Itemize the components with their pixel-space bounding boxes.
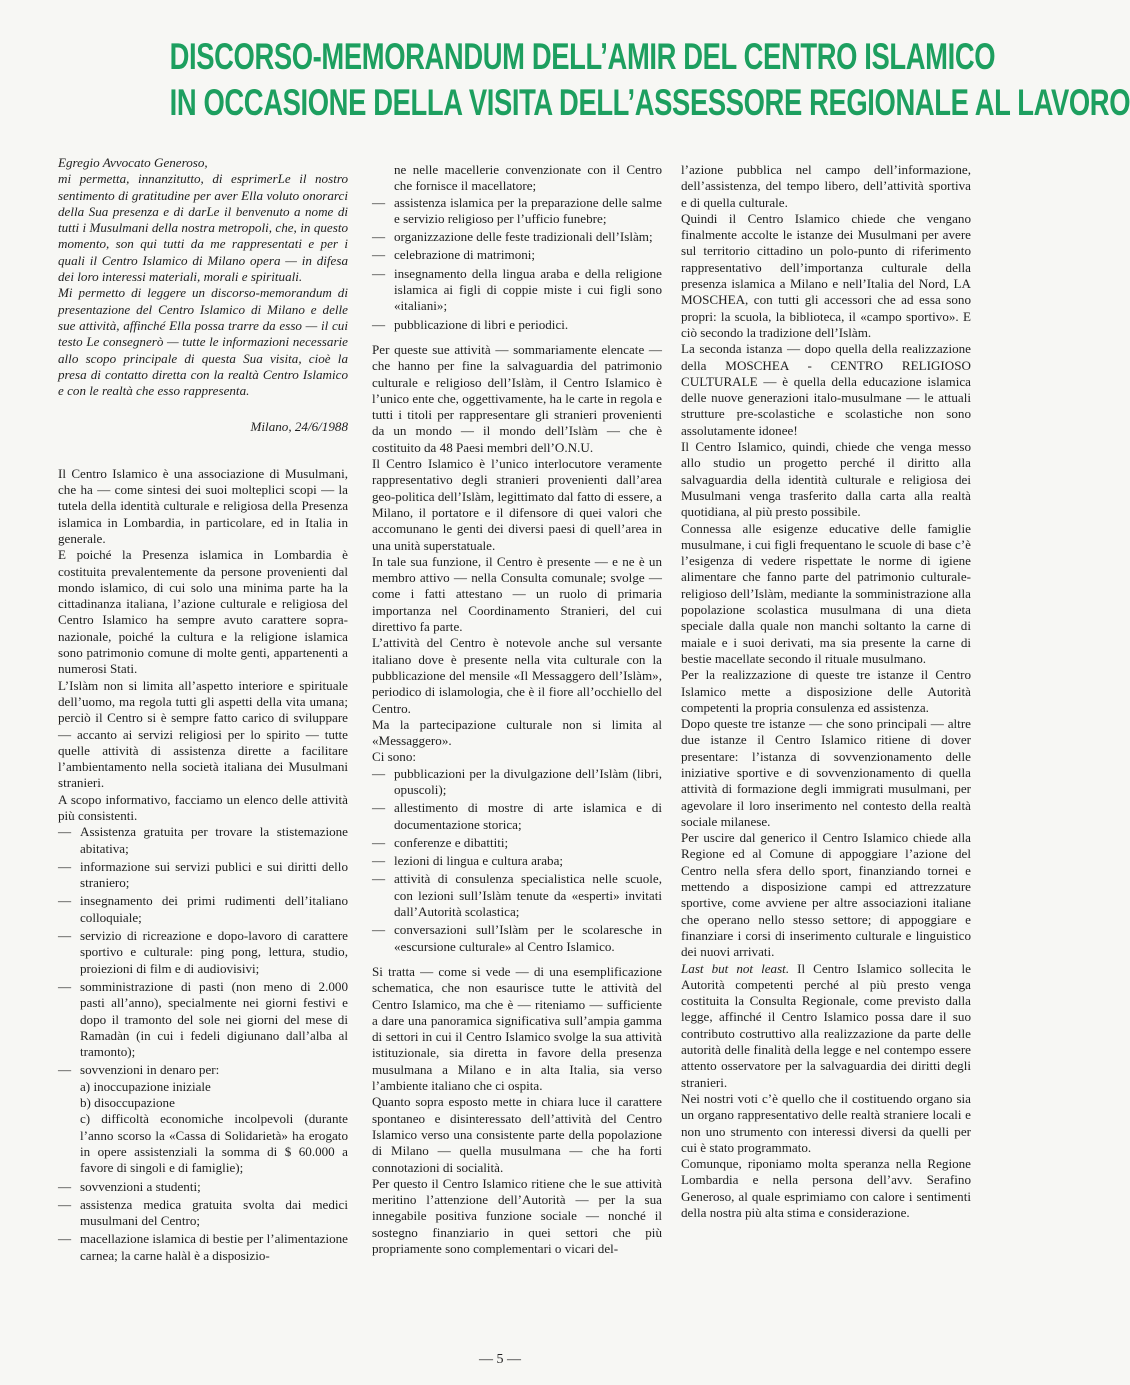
list-item: — pubblicazione di libri e periodici. xyxy=(372,317,662,333)
paragraph-lead: Last but not least. xyxy=(681,960,790,976)
paragraph: L’Islàm non si limita all’aspetto interiore e spirituale dell’uomo, ma regola tutti gli aspetti della vita umana; perciò il Centro si è sempre fatto carico di sviluppare — accanto ai servizi religiosi per lo spirito — tutte quelle attività di assistenza dirette a facilitare l’ambientamento nella società italiana dei Musulmani stranieri. xyxy=(58,677,348,791)
list-item: — lezioni di lingua e cultura araba; xyxy=(372,853,662,869)
list-item: — allestimento di mostre di arte islamica e di documentazione storica; xyxy=(372,800,662,833)
list-item: — insegnamento dei primi rudimenti dell’italiano colloquiale; xyxy=(58,893,348,926)
list-item: — attività di consulenza specialistica nelle scuole, con lezioni sull’Islàm tenute da «esperti» invitati dall’Autorità scolastica; xyxy=(372,871,662,920)
list-item: — conferenze e dibattiti; xyxy=(372,835,662,851)
paragraph: Per queste sue attività — sommariamente elencate — che hanno per fine la salvaguardia del patrimonio culturale e religioso dell’Islàm, il Centro Islamico è l’unico ente che, oggettivamente, ha le carte in regola e tutti i titoli per rappresentare gli stranieri provenienti da un mondo — il mondo dell’Islàm — che è costituito da 48 Paesi membri dell’O.N.U. xyxy=(372,341,662,455)
intro-paragraph: Mi permetto di leggere un discorso-memorandum di presentazione del Centro Islamico di Milano e delle sue attività, affinché Ella possa trarre da esso — il cui testo Le consegnerò — tutte le informazioni necessarie allo scopo principale di questa Sua visita, cioè la presa di contatto diretta con la realtà Centro Islamico e con le realtà che esso rappresenta. xyxy=(58,285,348,399)
list-item-lead: — sovvenzioni in denaro per: xyxy=(80,1062,220,1078)
paragraph: Comunque, riponiamo molta speranza nella Regione Lombardia e nella persona dell’avv. Serafino Generoso, al quale esprimiamo con calore i sentimenti della nostra più alta stima e considerazione. xyxy=(681,1156,971,1220)
paragraph: L’attività del Centro è notevole anche sul versante italiano dove è presente nella vita culturale con la pubblicazione del mensile «Il Messaggero dell’Islàm», periodico di islamologia, che è il fiore all’occhiello del Centro. xyxy=(372,635,662,716)
list-item: — organizzazione delle feste tradizionali dell’Islàm; xyxy=(372,229,662,245)
paragraph: In tale sua funzione, il Centro è presente — e ne è un membro attivo — nella Consulta comunale; svolge — come i fatti attestano — un ruolo di primaria importanza nel Coordinamento Stranieri, del cui direttivo fa parte. xyxy=(372,553,662,635)
paragraph: Si tratta — come si vede — di una esemplificazione schematica, che non esaurisce tutte le attività del Centro Islamico, ma che è — riteniamo — sufficiente a dare una panoramica significativa sull’ampia gamma di settori in cui il Centro Islamico svolge la sua attività istituzionale, sia diretta in favore della presenza musulmana a Milano e in alta Italia, sia verso l’ambiente italiano che ci ospita. xyxy=(372,963,662,1094)
continued-text: ne nelle macellerie convenzionate con il Centro che fornisce il macellatore; xyxy=(394,162,662,194)
page-number: — 5 — xyxy=(479,1352,521,1367)
sub-item: c) difficoltà economiche incolpevoli (durante l’anno scorso la «Cassa di Solidarietà» ha erogato in opere assistenziali la somma di $ 60.000 a favore di singoli e di famiglie); xyxy=(80,1111,348,1176)
list-item: — sovvenzioni a studenti; xyxy=(58,1179,348,1195)
paragraph: Per uscire dal generico il Centro Islamico chiede alla Regione ed al Comune di appoggiare l’azione del Centro nella sfera dello sport, finanziando tornei e mettendo a disposizione campi ed attrezzature sportive, come avviene per altre associazioni italiane che operano nello stesso settore; di appoggiare e finanziare i corsi di inserimento culturale e linguistico dei nuovi arrivati. xyxy=(681,830,971,960)
list-item: — celebrazione di matrimoni; xyxy=(372,247,662,263)
continued-text: l’azione pubblica nel campo dell’informazione, dell’assistenza, del tempo libero, dell’attività sportiva e di quella culturale. xyxy=(681,162,971,210)
paragraph: Per questo il Centro Islamico ritiene che le sue attività meritino l’attenzione dell’Autorità — per la sua innegabile positiva funzione sociale — nonché il sostegno finanziario in quei settori che più propriamente sono complementari o vicari del- xyxy=(372,1175,662,1256)
paragraph: A scopo informativo, facciamo un elenco delle attività più consistenti. xyxy=(58,791,348,823)
title-line-2: IN OCCASIONE DELLA VISITA DELL’ASSESSORE REGIONALE AL LAVORO xyxy=(169,82,1130,123)
sub-item: a) inoccupazione iniziale xyxy=(80,1078,211,1094)
list-item: — assistenza medica gratuita svolta dai medici musulmani del Centro; xyxy=(58,1197,348,1230)
paragraph: Il Centro Islamico, quindi, chiede che venga messo allo studio un progetto perché il diritto alla salvaguardia della identità culturale e religiosa dei Musulmani venga trasferito dalla carta alla realtà quotidiana, al più presto possibile. xyxy=(681,439,971,520)
paragraph: Nei nostri voti c’è quello che il costituendo organo sia un organo rappresentativo delle realtà straniere locali e non uno strumento con interessi diversi da quelli per cui è stato programmato. xyxy=(681,1090,971,1155)
paragraph: Quanto sopra esposto mette in chiara luce il carattere spontaneo e disinteressato dell’attività del Centro Islamico verso una consistente parte della popolazione di Milano — quella musulmana — che ha forti connotazioni di socialità. xyxy=(372,1094,662,1175)
paragraph: Per la realizzazione di queste tre istanze il Centro Islamico mette a disposizione delle Autorità competenti la propria consulenza ed assistenza. xyxy=(681,667,971,715)
paragraph: Connessa alle esigenze educative delle famiglie musulmane, i cui figli frequentano le scuole di base c’è l’esigenza di vedere rispettate le norme di igiene alimentare che fanno parte del patrimonio culturale-religioso dell’Islàm, mediante la somministrazione alla popolazione scolastica musulmana di una dieta speciale dalla quale non manchi soltanto la carne di maiale e i suoi derivati, ma sia presente la carne di bestie macellate secondo il rituale musulmano. xyxy=(681,520,971,666)
list-item: — informazione sui servizi publici e sui diritti dello straniero; xyxy=(58,859,348,892)
cultural-activities-list xyxy=(372,766,662,955)
list-item-sovvenzioni xyxy=(58,1062,348,1176)
paragraph: E poiché la Presenza islamica in Lombardia è costituita prevalentemente da persone provenienti dal mondo islamico, di cui solo una minima parte ha la cittadinanza italiana, l’azione culturale e religiosa del Centro Islamico ha sempre avuto carattere sopra-nazionale, poiché la cultura e la religione islamica sono patrimonio comune di molte genti, appartenenti a numerosi Stati. xyxy=(58,547,348,677)
paragraph: Dopo queste tre istanze — che sono principali — altre due istanze il Centro Islamico ritiene di dover presentare: l’istanza di sovvenzionamento delle iniziative sportive e di sovvenzionamento di quella attività di formazione degli immigrati musulmani, per agevolare il loro inserimento nel contesto della realtà sociale milanese. xyxy=(681,716,971,829)
activities-list xyxy=(58,824,348,1264)
intro-letter xyxy=(58,155,348,399)
column-3 xyxy=(681,162,971,1332)
list-item: — insegnamento della lingua araba e della religione islamica ai figli di coppie miste i cui figli sono «italiani»; xyxy=(372,266,662,315)
list-item: — macellazione islamica di bestie per l’alimentazione carnea; la carne halàl è a disposizio- xyxy=(58,1231,348,1264)
sub-item: b) disoccupazione xyxy=(80,1095,175,1111)
paragraph: Il Centro Islamico è l’unico interlocutore veramente rappresentativo degli stranieri provenienti dall’area geo-politica dell’Islàm, legittimato dal fatto di essere, a Milano, il portatore e il difensore di quei valori che accomunano le genti dei diversi paesi di quell’area in una unità superstatuale. xyxy=(372,456,662,553)
list-item: — conversazioni sull’Islàm per le scolaresche in «escursione culturale» al Centro Islamico. xyxy=(372,922,662,955)
intro-paragraph: mi permetta, innanzitutto, di esprimerLe il nostro sentimento di gratitudine per aver Ella voluto onorarci della Sua presenza e di darLe il benvenuto a nome di tutti i Musulmani della nostra metropoli, che, in questo momento, son qui tutti da me rappresentati e per i quali il Centro Islamico di Milano opera — in difesa dei loro interessi materiali, morali e spirituali. xyxy=(58,171,348,285)
article-title xyxy=(169,34,1130,126)
salutation: Egregio Avvocato Generoso, xyxy=(58,155,208,170)
paragraph: Il Centro Islamico è una associazione di Musulmani, che ha — come sintesi dei suoi molteplici scopi — la tutela della identità culturale e religiosa della Presenza islamica in Lombardia, in particolare, ed in Italia in generale. xyxy=(58,465,348,546)
list-item: — assistenza islamica per la preparazione delle salme e servizio religioso per l’ufficio funebre; xyxy=(372,195,662,228)
activities-list xyxy=(372,195,662,333)
paragraph-body: Il Centro Islamico sollecita le Autorità competenti perché al più presto venga costituita la Consulta Regionale, come previsto dalla legge, affinché il Centro Islamico possa dare il suo contributo costruttivo alla realizzazione da parte delle autorità delle finalità della legge e nel contempo essere attento osservatore per la salvaguardia dei diritti degli stranieri. xyxy=(681,960,971,1090)
column-2 xyxy=(372,162,662,1332)
paragraph: Ma la partecipazione culturale non si limita al «Messaggero». xyxy=(372,716,662,749)
title-line-1: DISCORSO-MEMORANDUM DELL’AMIR DEL CENTRO ISLAMICO xyxy=(169,36,996,77)
paragraph: La seconda istanza — dopo quella della realizzazione della MOSCHEA - CENTRO RELIGIOSO CULTURALE — è quella della educazione islamica delle nuove generazioni italo-musulmane — le attuali strutture pre-scolastiche e scolastiche non sono assolutamente idonee! xyxy=(681,341,971,438)
list-item: — Assistenza gratuita per trovare la stistemazione abitativa; xyxy=(58,824,348,857)
list-item: — somministrazione di pasti (non meno di 2.000 pasti all’anno), specialmente nei giorni festivi e dopo il tramonto del sole nei giorni del mese di Ramadàn (in cui i fedeli digiunano dall’alba al tramonto); xyxy=(58,979,348,1060)
column-1 xyxy=(58,155,348,1325)
paragraph xyxy=(681,961,971,1091)
list-item: — pubblicazioni per la divulgazione dell’Islàm (libri, opuscoli); xyxy=(372,766,662,799)
paragraph: Ci sono: xyxy=(372,749,417,765)
paragraph: Quindi il Centro Islamico chiede che vengano finalmente accolte le istanze dei Musulmani per avere sul territorio cittadino un polo-punto di riferimento rappresentativo dell’importanza culturale della presenza islamica a Milano e nell’Italia del Nord, LA MOSCHEA, con tutti gli accessori che ad essa sono propri: la scuola, la biblioteca, il «campo sportivo». E ciò secondo la tradizione dell’Islàm. xyxy=(681,210,971,340)
list-item: — servizio di ricreazione e dopo-lavoro di carattere sportivo e culturale: ping pong, lettura, studio, proiezioni di film e di audiovisivi; xyxy=(58,928,348,977)
dateline: Milano, 24/6/1988 xyxy=(250,419,348,435)
